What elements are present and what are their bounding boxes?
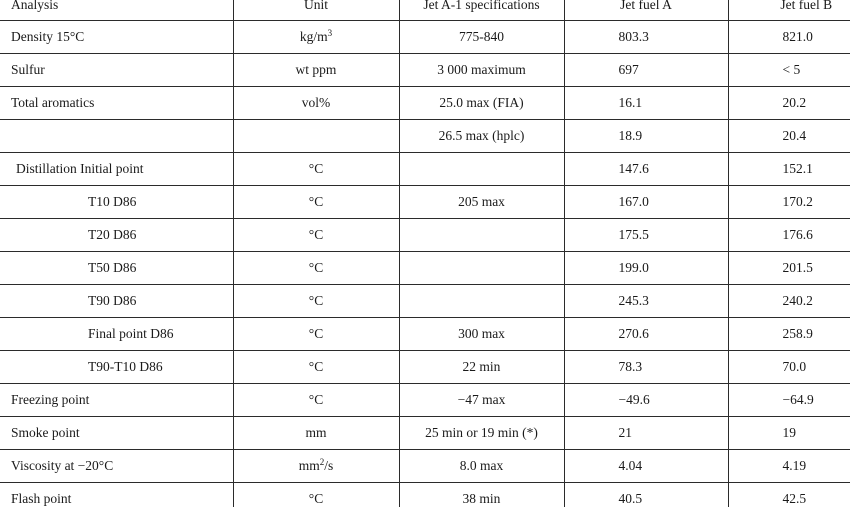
unit-text: °C xyxy=(308,491,324,506)
cell-unit xyxy=(233,153,399,186)
unit-text: °C xyxy=(308,326,324,341)
cell-spec xyxy=(399,285,564,318)
unit-text: mm xyxy=(298,458,320,473)
cell-fuel-a: 147.6 xyxy=(564,153,728,186)
table-row xyxy=(0,54,850,87)
cell-analysis: T20 D86 xyxy=(0,219,233,252)
table-row xyxy=(0,384,850,417)
cell-fuel-a: 16.1 xyxy=(564,87,728,120)
cell-analysis: T90-T10 D86 xyxy=(0,351,233,384)
cell-spec xyxy=(399,153,564,186)
header-fuel-a: Jet fuel A xyxy=(564,0,728,21)
cell-unit xyxy=(233,450,399,483)
cell-spec: 26.5 max (hplc) xyxy=(399,120,564,153)
cell-fuel-b: 4.19 xyxy=(728,450,850,483)
table-row xyxy=(0,417,850,450)
cell-fuel-a: 245.3 xyxy=(564,285,728,318)
cell-analysis: Distillation Initial point xyxy=(0,153,233,186)
table-row xyxy=(0,219,850,252)
cell-spec xyxy=(399,219,564,252)
cell-spec: 25 min or 19 min (*) xyxy=(399,417,564,450)
cell-spec: 8.0 max xyxy=(399,450,564,483)
cell-unit xyxy=(233,252,399,285)
cell-fuel-b: −64.9 xyxy=(728,384,850,417)
cell-spec: 205 max xyxy=(399,186,564,219)
cell-fuel-a: 4.04 xyxy=(564,450,728,483)
cell-analysis xyxy=(0,120,233,153)
cell-fuel-a: −49.6 xyxy=(564,384,728,417)
table-row xyxy=(0,351,850,384)
cell-analysis: Freezing point xyxy=(0,384,233,417)
header-fuel-b: Jet fuel B xyxy=(728,0,850,21)
cell-spec: −47 max xyxy=(399,384,564,417)
unit-text: mm xyxy=(305,425,327,440)
unit-text: kg/m xyxy=(299,29,328,44)
cell-spec: 38 min xyxy=(399,483,564,507)
unit-superscript: 2 xyxy=(319,457,325,467)
unit-text: °C xyxy=(308,260,324,275)
cell-fuel-b: < 5 xyxy=(728,54,850,87)
cell-analysis: T90 D86 xyxy=(0,285,233,318)
cell-spec: 775-840 xyxy=(399,21,564,54)
cell-fuel-b: 201.5 xyxy=(728,252,850,285)
cell-spec: 22 min xyxy=(399,351,564,384)
cell-fuel-b: 176.6 xyxy=(728,219,850,252)
cell-analysis: Flash point xyxy=(0,483,233,507)
cell-fuel-a: 270.6 xyxy=(564,318,728,351)
cell-fuel-a: 40.5 xyxy=(564,483,728,507)
cell-unit xyxy=(233,318,399,351)
table-header-row xyxy=(0,0,850,21)
table-row xyxy=(0,153,850,186)
cell-fuel-b: 70.0 xyxy=(728,351,850,384)
table-row xyxy=(0,318,850,351)
cell-unit xyxy=(233,186,399,219)
table-row xyxy=(0,450,850,483)
header-analysis: Analysis xyxy=(0,0,233,21)
cell-fuel-b: 258.9 xyxy=(728,318,850,351)
cell-analysis: T50 D86 xyxy=(0,252,233,285)
table-row xyxy=(0,21,850,54)
unit-text: °C xyxy=(308,227,324,242)
unit-text: °C xyxy=(308,359,324,374)
cell-fuel-b: 152.1 xyxy=(728,153,850,186)
unit-text: °C xyxy=(308,392,324,407)
cell-unit xyxy=(233,483,399,507)
cell-fuel-a: 175.5 xyxy=(564,219,728,252)
table-body xyxy=(0,21,850,507)
table-row xyxy=(0,87,850,120)
cell-analysis: T10 D86 xyxy=(0,186,233,219)
cell-spec: 25.0 max (FIA) xyxy=(399,87,564,120)
unit-text: °C xyxy=(308,194,324,209)
cell-analysis: Density 15°C xyxy=(0,21,233,54)
cell-fuel-b: 20.2 xyxy=(728,87,850,120)
cell-fuel-b: 821.0 xyxy=(728,21,850,54)
unit-superscript: 3 xyxy=(327,28,333,38)
cell-fuel-a: 18.9 xyxy=(564,120,728,153)
cell-unit xyxy=(233,87,399,120)
table-row xyxy=(0,285,850,318)
table-row xyxy=(0,252,850,285)
unit-text: °C xyxy=(308,293,324,308)
header-spec: Jet A-1 specifications xyxy=(399,0,564,21)
cell-fuel-b: 20.4 xyxy=(728,120,850,153)
table-row xyxy=(0,483,850,507)
cell-spec xyxy=(399,252,564,285)
cell-unit xyxy=(233,285,399,318)
cell-unit xyxy=(233,54,399,87)
cell-fuel-a: 78.3 xyxy=(564,351,728,384)
cell-spec: 300 max xyxy=(399,318,564,351)
cell-fuel-a: 199.0 xyxy=(564,252,728,285)
cell-fuel-a: 803.3 xyxy=(564,21,728,54)
unit-text: wt ppm xyxy=(295,62,337,77)
cell-fuel-a: 697 xyxy=(564,54,728,87)
cell-spec: 3 000 maximum xyxy=(399,54,564,87)
unit-suffix: /s xyxy=(324,458,334,473)
cell-analysis: Total aromatics xyxy=(0,87,233,120)
cell-fuel-b: 19 xyxy=(728,417,850,450)
cell-analysis: Final point D86 xyxy=(0,318,233,351)
cell-unit xyxy=(233,351,399,384)
cell-analysis: Smoke point xyxy=(0,417,233,450)
cell-unit xyxy=(233,384,399,417)
cell-fuel-a: 21 xyxy=(564,417,728,450)
cell-analysis: Viscosity at −20°C xyxy=(0,450,233,483)
cell-fuel-b: 170.2 xyxy=(728,186,850,219)
cell-analysis: Sulfur xyxy=(0,54,233,87)
cell-unit xyxy=(233,120,399,153)
table-row xyxy=(0,120,850,153)
header-unit: Unit xyxy=(233,0,399,21)
cell-fuel-b: 240.2 xyxy=(728,285,850,318)
cell-unit xyxy=(233,21,399,54)
unit-text: vol% xyxy=(301,95,331,110)
cell-fuel-a: 167.0 xyxy=(564,186,728,219)
cell-unit xyxy=(233,417,399,450)
cell-unit xyxy=(233,219,399,252)
table-row xyxy=(0,186,850,219)
unit-text: °C xyxy=(308,161,324,176)
cell-fuel-b: 42.5 xyxy=(782,491,807,506)
